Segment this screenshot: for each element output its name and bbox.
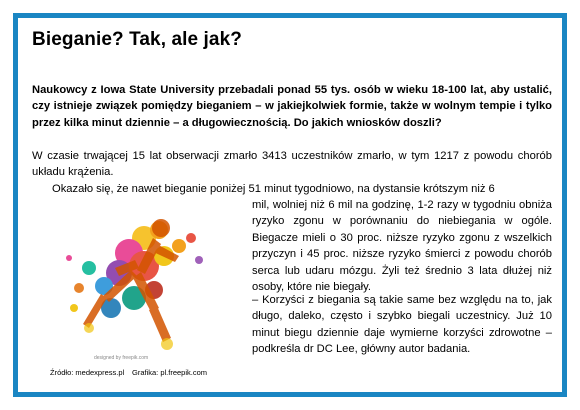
paragraph-observation: W czasie trwającej 15 lat obserwacji zmarło 3413 uczestników zmarło, w tym 1217 z powodu chorób układu krążenia.: [32, 150, 552, 179]
runner-splash-icon: [49, 198, 244, 366]
paragraph-quote: – Korzyści z biegania są takie same bez względu na to, jak długo, daleko, często i szybko biegali uczestnicy. Już 10 minut biegu dziennie daje wymierne korzyści zdrowotne – podkreśla dr DC Lee, główny autor badania.: [252, 294, 552, 356]
page-title: Bieganie? Tak, ale jak?: [32, 29, 242, 50]
article-lead: Naukowcy z Iowa State University przebadali ponad 55 tys. osób w wieku 18-100 lat, aby ustalić, czy istnieje związek pomiędzy bieganiem – w jakiejkolwiek formie, także w wolnym tempie i tylko przez kilka minut dziennie – a długowiecznością. Do jakich wniosków doszli?: [32, 84, 552, 129]
source-caption: Źródło: medexpress.pl: [50, 368, 125, 377]
paragraph-findings-first-line: Okazało się, że nawet bieganie poniżej 51 minut tygodniowo, na dystansie krótszym niż 6: [52, 183, 495, 195]
image-credit: designed by freepik.com: [94, 355, 149, 361]
paragraph-findings: mil, wolniej niż 6 mil na godzinę, 1-2 razy w tygodniu obniża ryzyko zgonu w porównaniu do niebiegania w ogóle. Biegacze mieli o 30 proc. niższe ryzyko zgonu z wszelkich przyczyn i 45 proc. niższe ryzyko śmierci z powodu chorób serca lub udaru mózgu. Żyli też średnio 3 lata dłużej niż osoby, które nie biegały.: [252, 199, 552, 294]
runner-illustration: [49, 198, 244, 366]
graphic-caption: Grafika: pl.freepik.com: [132, 368, 208, 377]
